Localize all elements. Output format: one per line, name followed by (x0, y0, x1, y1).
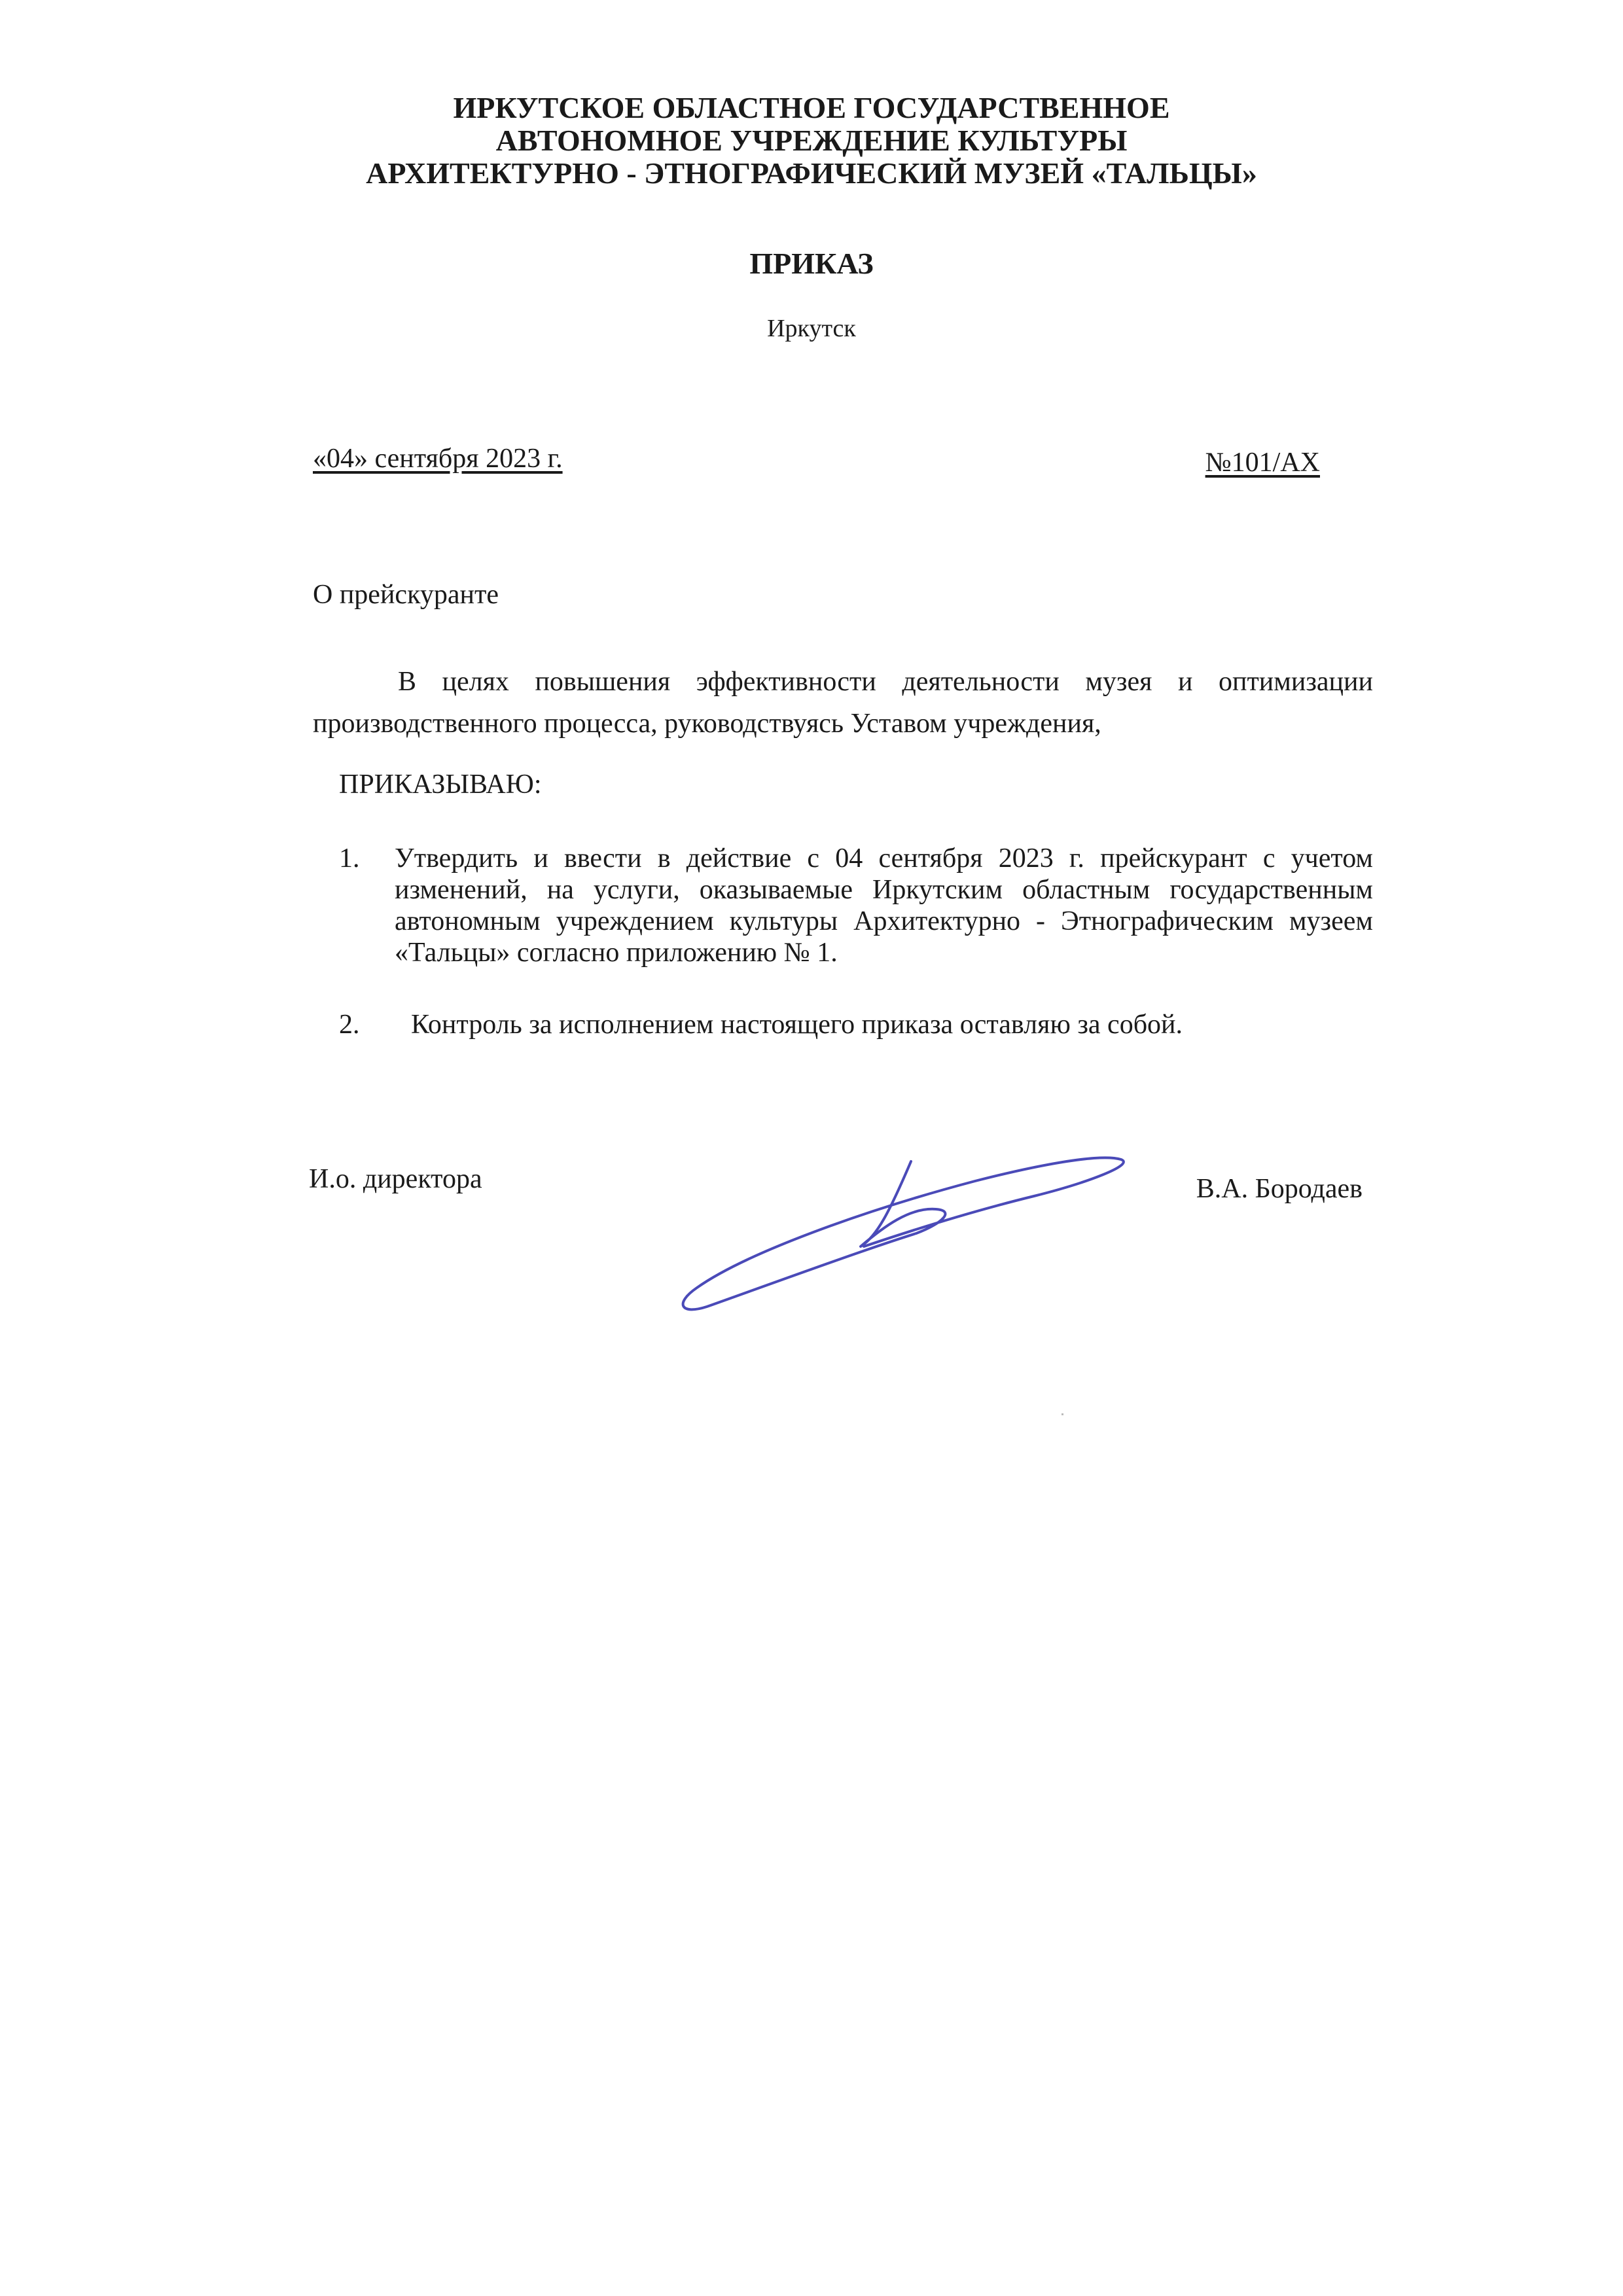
order-item (339, 1009, 1373, 1040)
signatory-name: В.А. Бородаев (1196, 1174, 1363, 1204)
organization-header (0, 92, 1623, 190)
order-item (339, 843, 1373, 968)
document-city: Иркутск (767, 315, 856, 342)
signatory-role: И.о. директора (309, 1164, 482, 1194)
handwritten-signature (668, 1112, 1126, 1322)
document-date: «04» сентября 2023 г. (313, 444, 563, 474)
header-line-2: АВТОНОМНОЕ УЧРЕЖДЕНИЕ КУЛЬТУРЫ (495, 124, 1128, 157)
preamble-paragraph: В целях повышения эффективности деятельности музея и оптимизации производственного процесса, руководствуясь Уставом учреждения, (313, 667, 1373, 739)
order-item-text: Контроль за исполнением настоящего приказа оставляю за собой. (411, 1010, 1183, 1040)
order-item-text: Утвердить и ввести в действие с 04 сентября 2023 г. прейскурант с учетом изменений, на услуги, оказываемые Иркутским областным государственным автономным учреждением культуры Архитектурно - Этнографическим музеем «Тальцы» согласно приложению № 1. (395, 843, 1373, 968)
header-line-3: АРХИТЕКТУРНО - ЭТНОГРАФИЧЕСКИЙ МУЗЕЙ «ТАЛЬЦЫ» (366, 156, 1257, 190)
document-title: ПРИКАЗ (749, 247, 874, 280)
document-subject: О прейскуранте (313, 580, 499, 610)
document-number: №101/АХ (1205, 448, 1320, 478)
order-heading: ПРИКАЗЫВАЮ: (339, 769, 542, 800)
scan-speck (1061, 1413, 1063, 1415)
order-item-number: 2. (339, 1010, 360, 1040)
order-items-list (339, 843, 1373, 1040)
order-item-number: 1. (339, 843, 360, 874)
header-line-1: ИРКУТСКОЕ ОБЛАСТНОЕ ГОСУДАРСТВЕННОЕ (453, 91, 1170, 124)
